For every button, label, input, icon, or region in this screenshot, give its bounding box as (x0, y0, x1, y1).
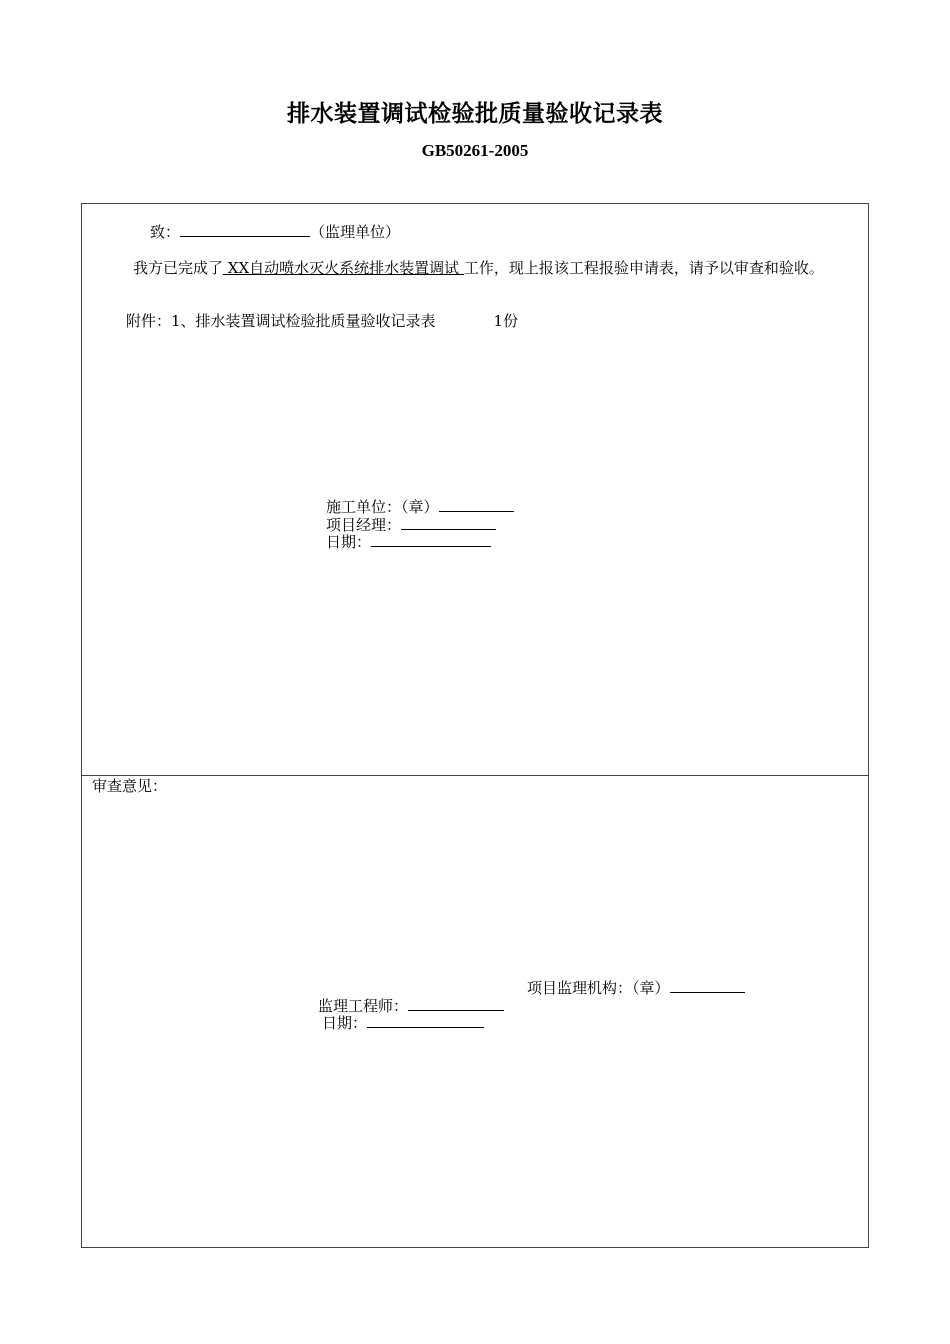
project-name: XX自动喷水灭火系统排水装置调试 (223, 259, 464, 277)
addressee-blank[interactable] (180, 222, 310, 237)
contractor-label: 施工单位：（章） (326, 498, 439, 516)
attachment-line (126, 312, 518, 330)
engineer-label: 监理工程师： (318, 997, 409, 1015)
manager-label: 项目经理： (326, 516, 402, 534)
review-date-blank[interactable] (367, 1013, 484, 1028)
review-opinion-label: 审查意见： (92, 777, 168, 795)
application-section (81, 203, 869, 776)
review-section (81, 775, 869, 1248)
engineer-blank[interactable] (408, 996, 504, 1011)
date-line (326, 532, 491, 551)
body-suffix: 工作，现上报该工程报验申请表，请予以审查和验收。 (463, 259, 824, 277)
date-label: 日期： (326, 533, 372, 551)
to-suffix: （监理单位） (310, 223, 401, 241)
supervision-org-line (527, 978, 745, 997)
manager-blank[interactable] (401, 515, 496, 530)
body-prefix: 我方已完成了 (133, 259, 224, 277)
attachment-count: 1份 (493, 312, 519, 330)
supervision-org-label: 项目监理机构：（章） (527, 979, 670, 997)
to-label: 致： (150, 223, 181, 241)
application-body (91, 259, 861, 278)
attachment-label: 附件：1、排水装置调试检验批质量验收记录表 (126, 312, 436, 330)
date-blank[interactable] (371, 532, 491, 547)
supervision-org-blank[interactable] (670, 978, 745, 993)
standard-code: GB50261-2005 (421, 141, 529, 160)
review-date-line (322, 1013, 484, 1032)
review-date-label: 日期： (322, 1014, 368, 1032)
page-title: 排水装置调试检验批质量验收记录表 (287, 101, 663, 127)
contractor-blank[interactable] (439, 497, 514, 512)
addressee-line (150, 222, 400, 241)
contractor-line (326, 497, 514, 516)
